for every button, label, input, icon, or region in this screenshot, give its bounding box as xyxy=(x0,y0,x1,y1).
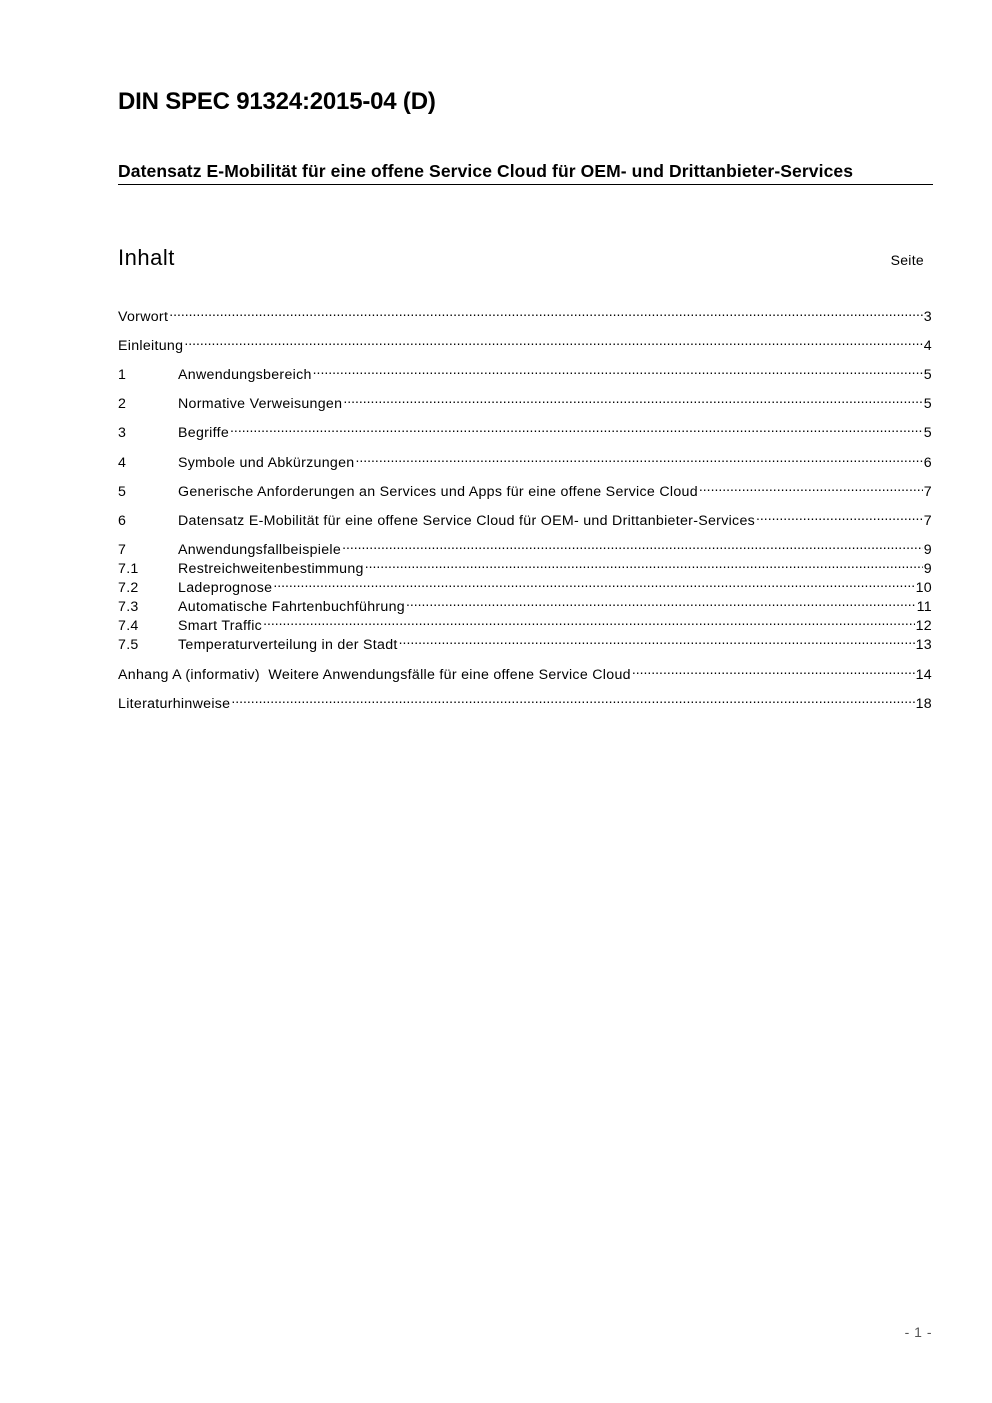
toc-leader-dots xyxy=(342,535,923,554)
toc-entry-number: 7.4 xyxy=(118,618,139,634)
toc-entry-number: 3 xyxy=(118,425,127,441)
toc-entry-7-4[interactable] xyxy=(118,611,932,634)
toc-entry-number: 7.5 xyxy=(118,637,139,653)
toc-entry-7-2[interactable] xyxy=(118,573,932,596)
toc-entry-2[interactable] xyxy=(118,389,932,412)
toc-entry-number: 7.1 xyxy=(118,561,139,577)
document-id: DIN SPEC 91324:2015-04 (D) xyxy=(118,88,436,115)
toc-leader-dots xyxy=(632,660,915,679)
toc-entry-page: 6 xyxy=(923,455,932,471)
toc-entry-text: Smart Traffic xyxy=(178,618,263,634)
document-title: Datensatz E-Mobilität für eine offene Service Cloud für OEM- und Drittanbieter-Services xyxy=(118,160,933,185)
toc-leader-dots xyxy=(313,360,923,379)
toc-leader-dots xyxy=(231,689,914,708)
toc-entry-page: 7 xyxy=(923,484,932,500)
toc-entry-page: 5 xyxy=(923,396,932,412)
toc-entry-7[interactable] xyxy=(118,535,932,558)
toc-leader-dots xyxy=(399,630,915,649)
toc-leader-dots xyxy=(365,554,923,573)
toc-entry-7-3[interactable] xyxy=(118,592,932,615)
toc-leader-dots xyxy=(263,611,915,630)
toc-entry-text: Vorwort xyxy=(118,309,169,325)
toc-entry-text: Begriffe xyxy=(178,425,230,441)
toc-entry-page: 3 xyxy=(923,309,932,325)
toc-leader-dots xyxy=(184,331,922,350)
toc-entry-7-1[interactable] xyxy=(118,554,932,577)
toc-entry-text: Restreichweitenbestimmung xyxy=(178,561,364,577)
toc-entry-number: 2 xyxy=(118,396,127,412)
toc-entry-6[interactable] xyxy=(118,506,932,529)
toc-entry-page: 9 xyxy=(923,542,932,558)
page-number: - 1 - xyxy=(904,1324,932,1340)
toc-entry-page: 10 xyxy=(915,580,932,596)
toc-page-label: Seite xyxy=(890,252,924,268)
toc-leader-dots xyxy=(756,506,923,525)
toc-entry-text: Ladeprognose xyxy=(178,580,273,596)
toc-leader-dots xyxy=(699,477,923,496)
toc-entry-number: 1 xyxy=(118,367,127,383)
toc-leader-dots xyxy=(406,592,916,611)
toc-entry-text: Einleitung xyxy=(118,338,184,354)
toc-heading: Inhalt xyxy=(118,245,175,270)
toc-entry-number: 4 xyxy=(118,455,127,471)
toc-leader-dots xyxy=(169,302,923,321)
toc-entry-7-5[interactable] xyxy=(118,630,932,653)
toc-entry-1[interactable] xyxy=(118,360,932,383)
toc-entry-page: 9 xyxy=(923,561,932,577)
toc-entry-4[interactable] xyxy=(118,448,932,471)
toc-entry-text: Generische Anforderungen an Services und Apps für eine offene Service Cloud xyxy=(178,484,698,500)
toc-leader-dots xyxy=(355,448,922,467)
toc-entry-page: 14 xyxy=(915,667,932,683)
toc-entry-text: Anwendungsfallbeispiele xyxy=(178,542,342,558)
toc-entry-page: 5 xyxy=(923,367,932,383)
toc-entry-text: Anwendungsbereich xyxy=(178,367,312,383)
toc-entry-number: 7.2 xyxy=(118,580,139,596)
toc-entry-number: 7 xyxy=(118,542,127,558)
toc-entry-5[interactable] xyxy=(118,477,932,500)
toc-entry-page: 11 xyxy=(916,599,932,615)
toc-entry-page: 5 xyxy=(923,425,932,441)
toc-entry-text: Temperaturverteilung in der Stadt xyxy=(178,637,398,653)
toc-entry-page: 7 xyxy=(923,513,932,529)
toc-entry-number: 5 xyxy=(118,484,127,500)
toc-entry-text: Symbole und Abkürzungen xyxy=(178,455,355,471)
toc-entry-page: 12 xyxy=(915,618,932,634)
toc-entry-text: Literaturhinweise xyxy=(118,696,231,712)
toc-entry-page: 18 xyxy=(915,696,932,712)
toc-entry-number: 7.3 xyxy=(118,599,139,615)
toc-entry-vorwort[interactable] xyxy=(118,302,932,325)
toc-entry-einleitung[interactable] xyxy=(118,331,932,354)
toc-entry-text: Datensatz E-Mobilität für eine offene Service Cloud für OEM- und Drittanbieter-Services xyxy=(178,513,756,529)
toc-leader-dots xyxy=(230,418,923,437)
toc-entry-number: 6 xyxy=(118,513,127,529)
toc-entry-anhang-a[interactable] xyxy=(118,660,932,683)
toc-leader-dots xyxy=(273,573,914,592)
toc-leader-dots xyxy=(343,389,922,408)
toc-entry-text: Normative Verweisungen xyxy=(178,396,343,412)
toc-entry-text: Anhang A (informativ) Weitere Anwendungsfälle für eine offene Service Cloud xyxy=(118,667,631,683)
toc-entry-page: 4 xyxy=(923,338,932,354)
toc-entry-3[interactable] xyxy=(118,418,932,441)
toc-entry-page: 13 xyxy=(915,637,932,653)
toc-entry-literaturhinweise[interactable] xyxy=(118,689,932,712)
toc-entry-text: Automatische Fahrtenbuchführung xyxy=(178,599,405,615)
